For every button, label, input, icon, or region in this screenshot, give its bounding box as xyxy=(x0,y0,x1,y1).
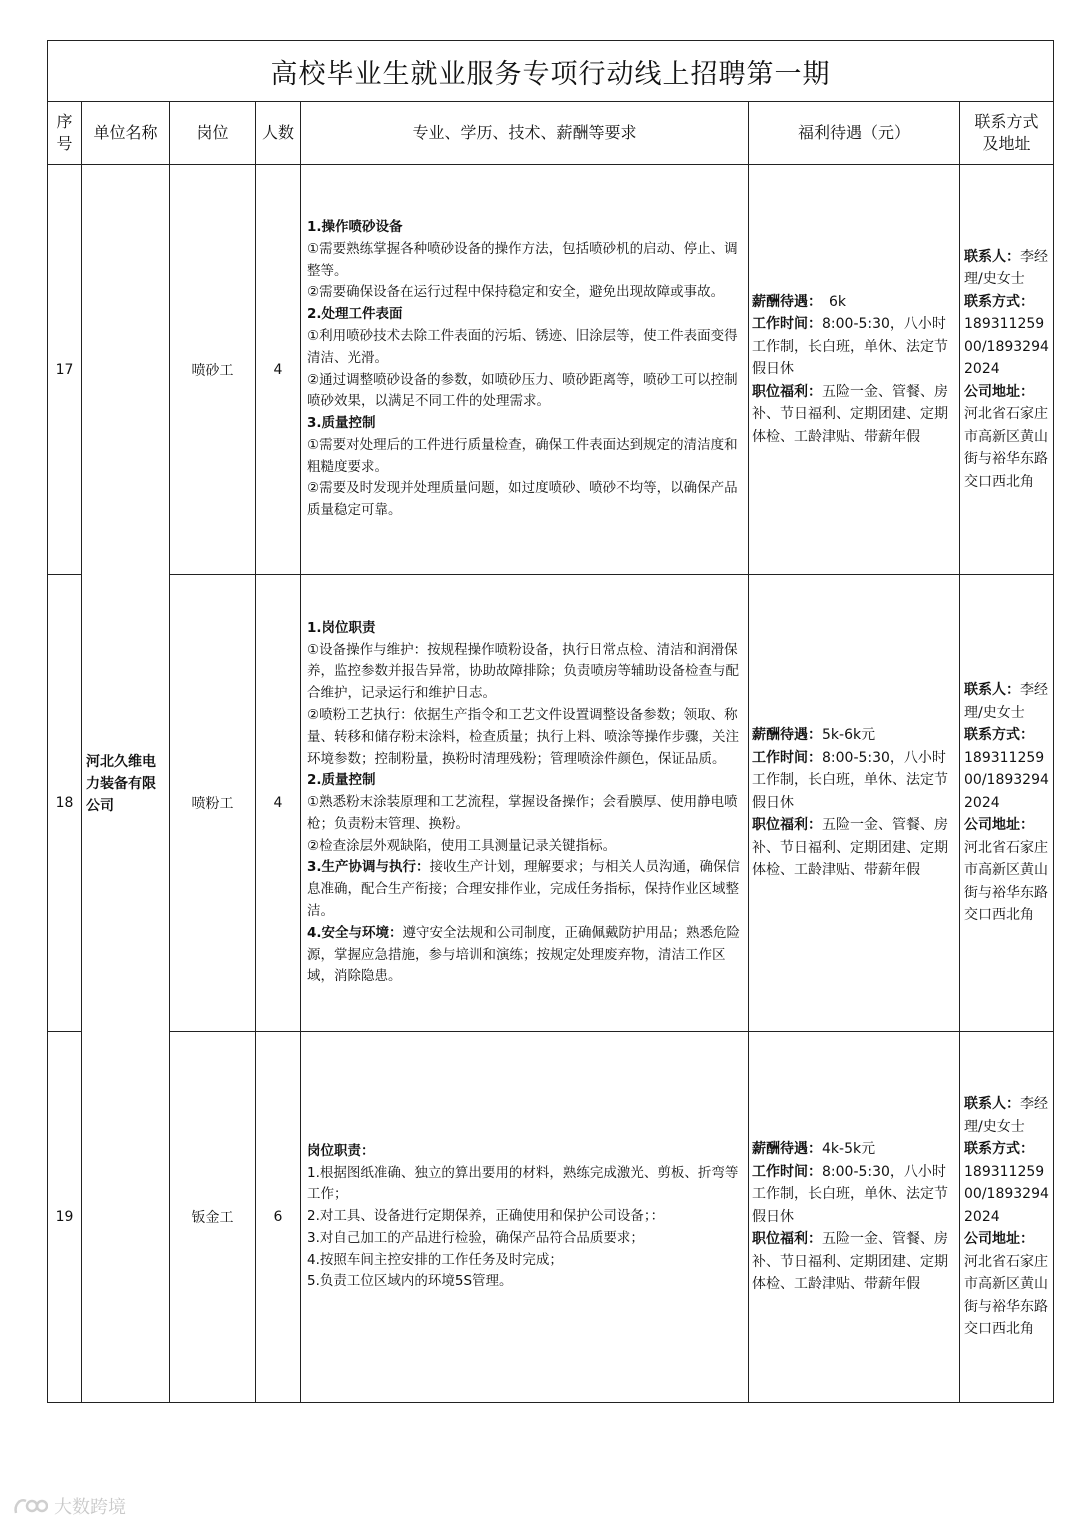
position-cell: 喷粉工 xyxy=(170,575,256,1032)
address-label: 公司地址： xyxy=(964,817,1034,834)
requirement-heading: 1.操作喷砂设备 xyxy=(307,218,403,235)
address-label: 公司地址： xyxy=(964,383,1034,400)
requirement-text: 5.负责工位区域内的环境5S管理。 xyxy=(307,1273,513,1290)
seq-cell: 19 xyxy=(48,1032,82,1403)
requirement-heading: 2.处理工件表面 xyxy=(307,306,403,323)
requirements-cell xyxy=(301,165,749,575)
requirement-line xyxy=(307,836,742,858)
contact-label: 联系人： xyxy=(964,682,1020,699)
hours-value: 8:00-5:30，八小时工作制，长白班，单休、法定节假日休 xyxy=(752,316,948,378)
address-value: 河北省石家庄市高新区黄山街与裕华东路交口西北角 xyxy=(964,406,1048,490)
requirement-text: 遵守安全法规和公司制度，正确佩戴防护用品；熟悉危险源，掌握应急措施，参与培训和演练；按规定处理废弃物，清洁工作区域，消除隐患。 xyxy=(307,924,741,985)
requirement-heading: 1.岗位职责 xyxy=(307,619,376,636)
contact-value: 李经理/史女士 xyxy=(964,682,1048,721)
requirement-line xyxy=(307,640,742,705)
address-value: 河北省石家庄市高新区黄山街与裕华东路交口西北角 xyxy=(964,839,1048,924)
hours-label: 工作时间： xyxy=(752,1163,822,1180)
requirement-line xyxy=(307,1163,742,1207)
count-cell: 6 xyxy=(256,1032,301,1403)
requirement-text: ②需要确保设备在运行过程中保持稳定和安全，避免出现故障或事故。 xyxy=(307,284,725,301)
requirement-text: ①需要熟练掌握各种喷砂设备的操作方法，包括喷砂机的启动、停止、调整等。 xyxy=(307,240,738,279)
table-row xyxy=(48,1032,1054,1403)
requirement-line xyxy=(307,857,742,922)
page-title: 高校毕业生就业服务专项行动线上招聘第一期 xyxy=(48,41,1054,102)
hours-label: 工作时间： xyxy=(752,316,822,333)
phone-value: 18931125900/18932942024 xyxy=(964,1163,1049,1225)
requirement-text: ①需要对处理后的工件进行质量检查，确保工件表面达到规定的清洁度和粗糙度要求。 xyxy=(307,436,738,475)
contact-label: 联系人： xyxy=(964,1096,1020,1113)
requirements-cell xyxy=(301,575,749,1032)
contact-cell xyxy=(960,1032,1054,1403)
requirement-line xyxy=(307,435,742,479)
header-seq: 序 号 xyxy=(48,102,82,165)
recruitment-table xyxy=(47,40,1054,1403)
requirement-line xyxy=(307,239,742,283)
requirement-text: 3.对自己加工的产品进行检验，确保产品符合品质要求； xyxy=(307,1229,644,1246)
requirement-line xyxy=(307,282,742,304)
header-row xyxy=(48,102,1054,165)
requirement-line xyxy=(307,326,742,370)
requirement-line xyxy=(307,304,742,326)
contact-label: 联系人： xyxy=(964,248,1020,265)
header-count: 人数 xyxy=(256,102,301,165)
benefits-cell xyxy=(749,1032,960,1403)
requirement-text: ①熟悉粉末涂装原理和工艺流程，掌握设备操作；会看膜厚、使用静电喷枪；负责粉末管理、换粉。 xyxy=(307,794,738,832)
phone-value: 18931125900/18932942024 xyxy=(964,749,1049,811)
count-cell: 4 xyxy=(256,165,301,575)
requirement-text: 2.对工具、设备进行定期保养，正确使用和保护公司设备；： xyxy=(307,1208,665,1225)
table-row xyxy=(48,575,1054,1032)
requirement-heading: 2.质量控制 xyxy=(307,772,376,789)
salary-value: 4k-5k元 xyxy=(822,1141,876,1158)
watermark xyxy=(12,1493,126,1519)
hours-value: 8:00-5:30，八小时工作制，长白班，单休、法定节假日休 xyxy=(752,749,948,811)
requirement-line xyxy=(307,217,742,239)
phone-label: 联系方式： xyxy=(964,727,1034,744)
requirement-text: 4.按照车间主控安排的工作任务及时完成； xyxy=(307,1251,563,1268)
watermark-logo-icon xyxy=(12,1495,48,1517)
requirements-cell xyxy=(301,1032,749,1403)
phone-label: 联系方式： xyxy=(964,1141,1034,1158)
welfare-value: 五险一金、管餐、房补、节日福利、定期团建、定期体检、工龄津贴、带薪年假 xyxy=(752,383,948,445)
requirement-heading: 岗位职责： xyxy=(307,1142,375,1159)
header-benefits: 福利待遇（元） xyxy=(749,102,960,165)
requirement-heading: 4.安全与环境： xyxy=(307,924,403,941)
requirement-line xyxy=(307,705,742,770)
requirement-text: ②通过调整喷砂设备的参数，如喷砂压力、喷砂距离等，喷砂工可以控制喷砂效果，以满足不同工件的处理需求。 xyxy=(307,371,738,410)
requirement-line xyxy=(307,413,742,435)
contact-value: 李经理/史女士 xyxy=(964,1096,1048,1135)
requirement-text: ①利用喷砂技术去除工件表面的污垢、锈迹、旧涂层等，使工件表面变得清洁、光滑。 xyxy=(307,327,738,366)
welfare-value: 五险一金、管餐、房补、节日福利、定期团建、定期体检、工龄津贴、带薪年假 xyxy=(752,1231,948,1293)
contact-cell xyxy=(960,575,1054,1032)
contact-cell xyxy=(960,165,1054,575)
welfare-label: 职位福利： xyxy=(752,383,822,400)
requirement-line xyxy=(307,370,742,414)
header-requirements: 专业、学历、技术、薪酬等要求 xyxy=(301,102,749,165)
requirement-text: 接收生产计划，理解要求；与相关人员沟通，确保信息准确，配合生产衔接；合理安排作业，完成任务指标，保持作业区域整洁。 xyxy=(307,859,741,920)
salary-label: 薪酬待遇： xyxy=(752,727,822,744)
header-contact: 联系方式 及地址 xyxy=(960,102,1054,165)
salary-value: 5k-6k元 xyxy=(822,727,876,744)
requirement-line xyxy=(307,1228,742,1250)
salary-label: 薪酬待遇： xyxy=(752,1141,822,1158)
requirement-line xyxy=(307,1206,742,1228)
header-position: 岗位 xyxy=(170,102,256,165)
salary-value: 6k xyxy=(815,293,847,310)
company-name: 河北久维电力装备有限公司 xyxy=(82,165,170,1403)
requirement-line xyxy=(307,1250,742,1272)
requirement-line xyxy=(307,478,742,522)
benefits-cell xyxy=(749,575,960,1032)
count-cell: 4 xyxy=(256,575,301,1032)
phone-value: 18931125900/18932942024 xyxy=(964,316,1049,378)
requirement-heading: 3.质量控制 xyxy=(307,415,376,432)
requirement-line xyxy=(307,770,742,792)
requirement-line xyxy=(307,1271,742,1293)
position-cell: 钣金工 xyxy=(170,1032,256,1403)
requirement-text: ②喷粉工艺执行：依据生产指令和工艺文件设置调整设备参数；领取、称量、转移和储存粉末涂料，检查质量；执行上料、喷涂等操作步骤，关注环境参数；控制粉量，换粉时清理残粉；管理喷涂件颜色，保证品质。 xyxy=(307,706,739,767)
contact-value: 李经理/史女士 xyxy=(964,248,1048,288)
salary-label: 薪酬待遇： xyxy=(752,293,815,310)
requirement-line xyxy=(307,618,742,640)
phone-label: 联系方式： xyxy=(964,293,1034,310)
benefits-cell xyxy=(749,165,960,575)
hours-value: 8:00-5:30，八小时工作制，长白班，单休、法定节假日休 xyxy=(752,1163,948,1225)
seq-cell: 17 xyxy=(48,165,82,575)
header-company: 单位名称 xyxy=(82,102,170,165)
watermark-text: 大数跨境 xyxy=(54,1497,126,1518)
requirement-line xyxy=(307,923,742,988)
hours-label: 工作时间： xyxy=(752,749,822,766)
table-row xyxy=(48,165,1054,575)
requirement-line xyxy=(307,792,742,836)
seq-cell: 18 xyxy=(48,575,82,1032)
requirement-heading: 3.生产协调与执行： xyxy=(307,859,430,876)
address-value: 河北省石家庄市高新区黄山街与裕华东路交口西北角 xyxy=(964,1253,1048,1338)
requirement-text: ①设备操作与维护：按规程操作喷粉设备，执行日常点检、清洁和润滑保养，监控参数并报告异常，协助故障排除；负责喷房等辅助设备检查与配合维护，记录运行和维护日志。 xyxy=(307,641,739,702)
requirement-text: ②需要及时发现并处理质量问题，如过度喷砂、喷砂不均等，以确保产品质量稳定可靠。 xyxy=(307,480,738,519)
requirement-text: ②检查涂层外观缺陷，使用工具测量记录关键指标。 xyxy=(307,837,617,854)
position-cell: 喷砂工 xyxy=(170,165,256,575)
welfare-label: 职位福利： xyxy=(752,817,822,834)
welfare-value: 五险一金、管餐、房补、节日福利、定期团建、定期体检、工龄津贴、带薪年假 xyxy=(752,817,948,879)
address-label: 公司地址： xyxy=(964,1231,1034,1248)
welfare-label: 职位福利： xyxy=(752,1231,822,1248)
requirement-text: 1.根据图纸准确、独立的算出要用的材料，熟练完成激光、剪板、折弯等工作； xyxy=(307,1164,739,1203)
requirement-line xyxy=(307,1141,742,1163)
